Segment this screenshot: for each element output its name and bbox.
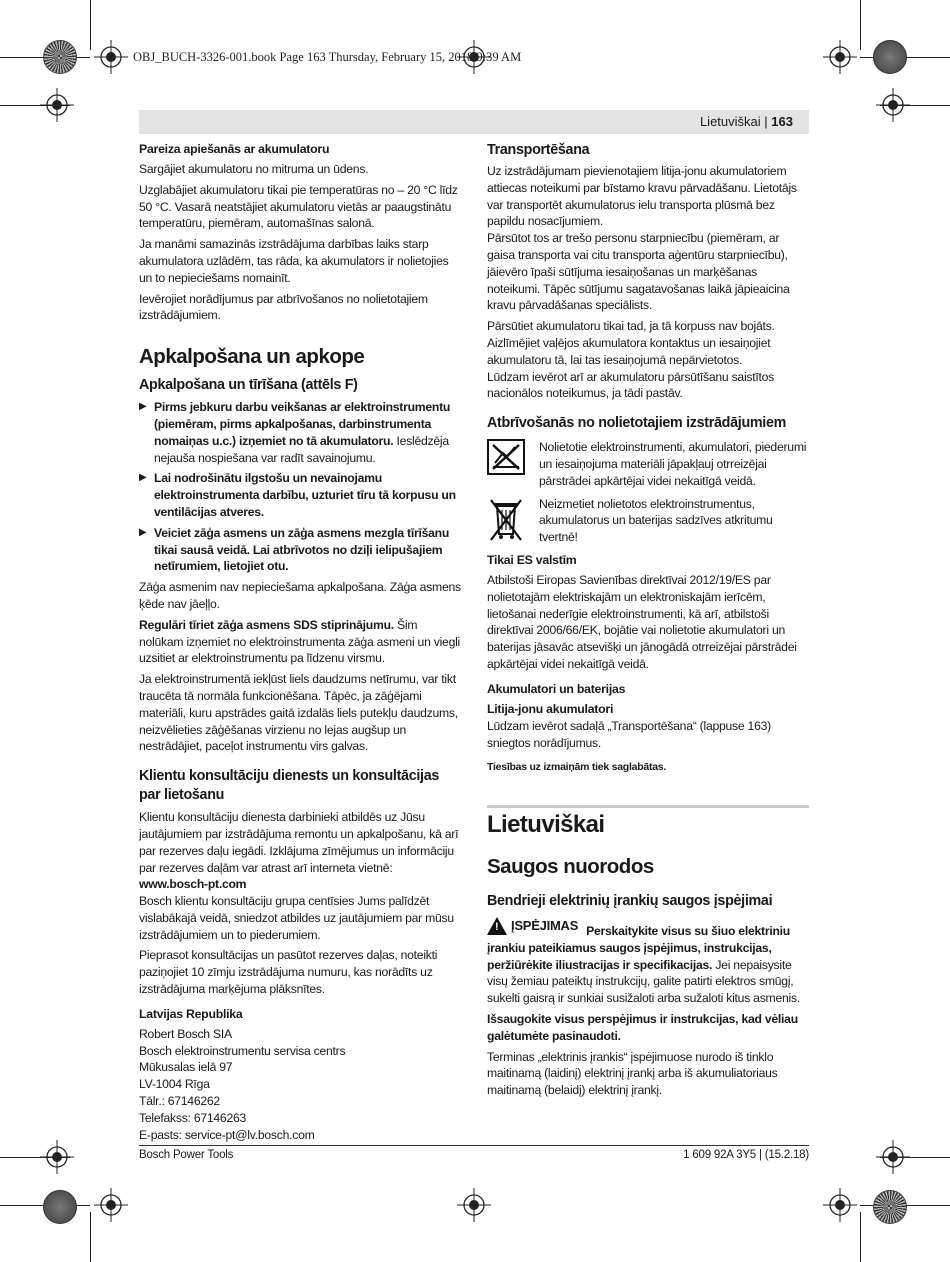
- page-header: [139, 110, 809, 134]
- rights-note: Tiesības uz izmaiņām tiek saglabātas.: [487, 761, 667, 774]
- color-bar-sunburst-icon: [43, 40, 77, 74]
- language-title: Lietuviškai: [487, 811, 605, 838]
- color-bar-sunburst-icon: [873, 1190, 907, 1224]
- bin-row: [487, 496, 809, 546]
- paragraph: Ja manāmi samazinās izstrādājuma darbības laiks starp akumulatora uzlādēm, tas rāda, ka akumulators ir nolietojies un to nepieciešams nomainīt.: [139, 237, 449, 285]
- battery-heading: Pareiza apiešanās ar akumulatoru: [139, 142, 330, 156]
- paragraph: Pārsūtiet akumulatoru tikai tad, ja tā korpuss nav bojāts. Aizlīmējiet vaļējos akumulatora kontaktus un iesaiņojiet akumulatoru tā, lai tas iesaiņojumā nepārvietotos.: [487, 319, 775, 367]
- registration-mark-icon: [457, 1188, 491, 1222]
- registration-mark-icon: [823, 1188, 857, 1222]
- paragraph: Ievērojiet norādījumus par atbrīvošanos no nolietotajiem izstrādājumiem.: [139, 291, 428, 323]
- address-line: Telefakss: 67146263: [139, 1110, 247, 1125]
- registration-mark-icon: [823, 40, 857, 74]
- subsection-heading: Bendrieji elektrinių įrankių saugos įspėjimai: [487, 893, 773, 909]
- paragraph: Lūdzam ievērot arī ar akumulatoru pārsūtīšanu saistītos nacionālos noteikumus, ja tādi pastāv.: [487, 369, 775, 401]
- address-line: Bosch elektroinstrumentu servisa centrs: [139, 1043, 346, 1058]
- paragraph: Uzglabājiet akumulatoru tikai pie temperatūras no – 20 °C līdz 50 °C. Vasarā neatstājiet akumulatoru vietās ar paaugstinātu temperatūru, piemēram, automašīnas salonā.: [139, 182, 458, 231]
- left-column: [139, 141, 461, 1143]
- address-line: Robert Bosch SIA: [139, 1026, 232, 1041]
- warning-badge: [487, 917, 578, 935]
- warning-paragraph: ! ĮSPĖJIMAS Perskaitykite visus su šiuo elektriniu įrankiu pateikiamus saugos įspėjimus, instrukcijas, peržiūrėkite iliustracijas ir specifikacijas. Jei nepaisysite visų žemiau pateiktų instrukcijų, galite patirti elektros smūgį, sukelti gaisrą ir sunkiai susižaloti arba sužaloti kitus asmenis.: [487, 917, 800, 1006]
- color-bar-disc-icon: [43, 1190, 77, 1224]
- no-tools-recycle-icon: [487, 439, 525, 475]
- address-line: Tālr.: 67146262: [139, 1094, 220, 1109]
- paragraph: Atbilstoši Eiropas Savienības direktīvai 2012/19/ES par nolietotajām elektriskajām un elektroniskajām ierīcēm, lietošanai nederīgie elektroinstrumenti, kā arī, atbilstoši direktīvai 2006/66/EK, bojātie vai nolietotie akumulatori un baterijas jāsavāc atsevišķi un jānogādā otrreizējai pārstrādei apkārtējai videi nekaitīgā veidā.: [487, 572, 797, 671]
- bullet-item: ▶ Veiciet zāģa asmens un zāģa asmens mezgla tīrīšanu tikai sausā veidā. Lai atbrīvotos no dziļi ielipušajiem netīrumiem, lietojiet otu.: [139, 525, 450, 574]
- paragraph: Ja elektroinstrumentā iekļūst liels daudzums netīrumu, var tikt traucēta tā normāla funkcionēšana. Tāpēc, ja zāģējami materiāli, kuru apstrādes gaitā izdalās liels putekļu daudzums, neizvēlieties zāģēšanas virzienu no lejas augšup un nestrādājiet, paceļot instrumentu virs galvas.: [139, 672, 458, 754]
- paragraph: Išsaugokite visus perspėjimus ir instrukcijas, kad vėliau galėtumėte pasinaudoti.: [487, 1011, 798, 1043]
- paragraph: Pārsūtot tos ar trešo personu starpniecību (piemēram, ar gaisa transporta vai citu transporta aģentūru starpniecību), jāievēro īpaši sūtījuma iesaiņošanas un marķēšanas noteikumi. Tāpēc sūtījumu sagatavošanas laikā jāpieaicina kravu pārvadāšanas speciālists.: [487, 231, 790, 313]
- paragraph: Lūdzam ievērot sadaļā „Transportēšana“ (lappuse 163) sniegtos norādījumus.: [487, 718, 771, 750]
- subsection-heading: Transportēšana: [487, 142, 590, 158]
- address-line: Mūkusalas ielā 97: [139, 1060, 233, 1075]
- crossed-bin-icon: [487, 496, 525, 542]
- batteries-heading: Akumulatori un baterijas: [487, 681, 626, 696]
- email-line: E-pasts: service-pt@lv.bosch.com: [139, 1127, 315, 1142]
- paragraph: Sargājiet akumulatoru no mitruma un ūdens.: [139, 162, 369, 176]
- warning-triangle-icon: !: [487, 917, 507, 935]
- address-line: LV-1004 Rīga: [139, 1077, 210, 1092]
- footer-doc-id: 1 609 92A 3Y5 | (15.2.18): [683, 1149, 809, 1161]
- country-heading: Latvijas Republika: [139, 1006, 243, 1021]
- paragraph: Uz izstrādājumam pievienotajiem litija-jonu akumulatoriem attiecas noteikumi par bīstamo kravu pārvadāšanu. Lietotājs var transportēt akumulatorus ielu transporta plūsmā bez papildu nosacījumiem.: [487, 164, 797, 229]
- subsection-heading: Klientu konsultāciju dienests un konsultācijas par lietošanu: [139, 768, 440, 804]
- warning-label: ĮSPĖJIMAS: [511, 917, 579, 933]
- page-number: 163: [771, 114, 793, 129]
- paragraph: Regulāri tīriet zāģa asmens SDS stiprinājumu. Šim nolūkam izņemiet no elektroinstrumenta zāģa asmeni un viegli uzsitiet ar elektroinstrumentu pa līdzenu virsmu.: [139, 617, 461, 666]
- section-title: Apkalpošana un apkope: [139, 345, 365, 369]
- registration-mark-icon: [876, 88, 910, 122]
- paragraph: Terminas „elektrinis įrankis“ įspėjimuose nurodo iš tinklo maitinamą (laidinį) elektrinį įrankį arba iš akumuliatoriaus maitinamą (belaidį) elektrinį įrankį.: [487, 1049, 778, 1098]
- header-language: Lietuviškai: [699, 114, 761, 129]
- header-separator: |: [764, 114, 768, 129]
- eu-heading: Tikai ES valstīm: [487, 552, 577, 567]
- bullet-arrow-icon: ▶: [139, 401, 147, 413]
- registration-mark-icon: [94, 1188, 128, 1222]
- registration-mark-icon: [876, 1140, 910, 1174]
- print-slug: OBJ_BUCH-3326-001.book Page 163 Thursday, February 15, 2018 9:39 AM: [133, 50, 522, 64]
- bullet-item: ▶ Lai nodrošinātu ilgstošu un nevainojamu elektroinstrumenta darbību, uzturiet tīru tā korpusu un ventilācijas atveres.: [139, 471, 456, 519]
- registration-mark-icon: [40, 1140, 74, 1174]
- bullet-item: ▶ Pirms jebkuru darbu veikšanas ar elektroinstrumentu (piemēram, pirms apkalpošanas, darbinstrumenta nomaiņas u.c.) izņemiet no tā akumulatoru. Ieslēdzēja nejauša nospiešana var radīt savainojumu.: [139, 400, 451, 465]
- registration-mark-icon: [94, 40, 128, 74]
- lt-section: [487, 810, 809, 1103]
- section-title: Saugos nuorodos: [487, 855, 654, 878]
- subsection-heading: Apkalpošana un tīrīšana (attēls F): [139, 377, 358, 394]
- footer-rule: [139, 1145, 809, 1146]
- liion-heading: Litija-jonu akumulatori: [487, 701, 614, 716]
- right-column: [487, 141, 809, 780]
- color-bar-disc-icon: [873, 40, 907, 74]
- paragraph: Klientu konsultāciju dienesta darbinieki atbildēs uz Jūsu jautājumiem par izstrādājuma remontu un apkalpošanu, kā arī par rezerves daļu iegādi. Izklājuma zīmējumus un informāciju par rezerves daļām var atrast arī interneta vietnē: www.bosch-pt.com: [139, 810, 459, 892]
- paragraph: Zāģa asmenim nav nepieciešama apkalpošana. Zāģa asmens ķēde nav jāeļļo.: [139, 580, 461, 611]
- paragraph: Bosch klientu konsultāciju grupa centīsies Jums palīdzēt vislabākajā veidā, sniedzot atbildes uz jautājumiem par mūsu izstrādājumiem un to piederumiem.: [139, 894, 454, 942]
- website-link[interactable]: www.bosch-pt.com: [139, 877, 247, 892]
- footer-brand: Bosch Power Tools: [139, 1149, 234, 1161]
- subsection-heading: Atbrīvošanās no nolietotajiem izstrādājumiem: [487, 415, 787, 432]
- section-divider: [487, 805, 809, 808]
- bullet-arrow-icon: ▶: [139, 526, 147, 538]
- address-block: [139, 1026, 461, 1144]
- registration-mark-icon: [40, 88, 74, 122]
- bullet-arrow-icon: ▶: [139, 472, 147, 484]
- recycle-row: [487, 439, 809, 489]
- paragraph: Pieprasot konsultācijas un pasūtot rezerves daļas, noteikti paziņojiet 10 zīmju izstrādājuma numuru, kas norādīts uz izstrādājuma marķējuma plāksnītes.: [139, 948, 438, 997]
- paragraph: Neizmetiet nolietotos elektroinstrumentus, akumulatorus un baterijas sadzīves atkritumu tvertnē!: [539, 496, 773, 545]
- paragraph: Nolietotie elektroinstrumenti, akumulatori, piederumi un iesaiņojuma materiāli jāpakļauj otrreizējai pārstrādei apkārtējai videi nekaitīgā veidā.: [539, 440, 807, 488]
